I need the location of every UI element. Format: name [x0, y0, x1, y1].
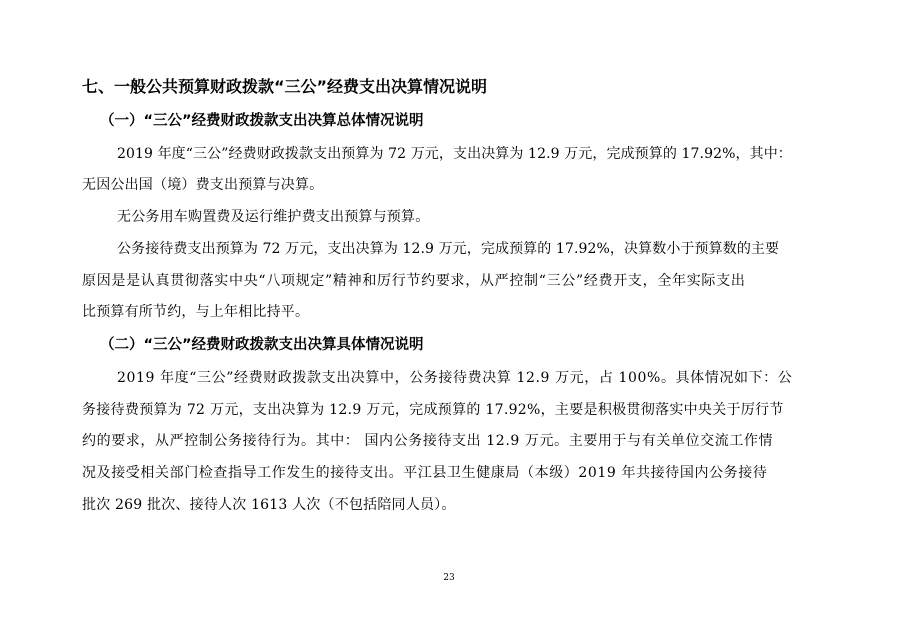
paragraph-line: 务接待费预算为 72 万元，支出决算为 12.9 万元，完成预算的 17.92%，主要是积极贯彻落实中央关于厉行节 — [82, 402, 784, 418]
paragraph-line: 无公务用车购置费及运行维护费支出预算与预算。 — [117, 209, 430, 225]
subsection-2-title: （二）“三公”经费财政拨款支出决算具体情况说明 — [100, 337, 424, 353]
paragraph-line: 公务接待费支出预算为 72 万元，支出决算为 12.9 万元，完成预算的 17.92%，决算数小于预算数的主要 — [117, 241, 780, 257]
paragraph-line: 2019 年度“三公”经费财政拨款支出预算为 72 万元，支出决算为 12.9 万元，完成预算的 17.92%，其中： — [117, 146, 792, 162]
paragraph-line: 2019 年度“三公”经费财政拨款支出决算中，公务接待费决算 12.9 万元，占 100%。具体情况如下：公 — [117, 370, 793, 386]
paragraph-line: 原因是是认真贯彻落实中央“八项规定”精神和厉行节约要求，从严控制“三公”经费开支，全年实际支出 — [82, 273, 746, 289]
paragraph-line: 比预算有所节约，与上年相比持平。 — [82, 304, 310, 320]
subsection-1-title: （一）“三公”经费财政拨款支出决算总体情况说明 — [100, 113, 424, 129]
paragraph-line: 况及接受相关部门检查指导工作发生的接待支出。平江县卫生健康局（本级）2019 年共接待国内公务接待 — [82, 465, 768, 481]
section-title: 七、一般公共预算财政拨款“三公”经费支出决算情况说明 — [82, 77, 488, 96]
paragraph-line: 无因公出国（境）费支出预算与决算。 — [82, 177, 324, 193]
paragraph-line: 约的要求，从严控制公务接待行为。其中： 国内公务接待支出 12.9 万元。主要用于与有关单位交流工作情 — [82, 433, 774, 449]
page-number: 23 — [443, 573, 455, 583]
paragraph-line: 批次 269 批次、接待人次 1613 人次（不包括陪同人员）。 — [82, 497, 456, 513]
